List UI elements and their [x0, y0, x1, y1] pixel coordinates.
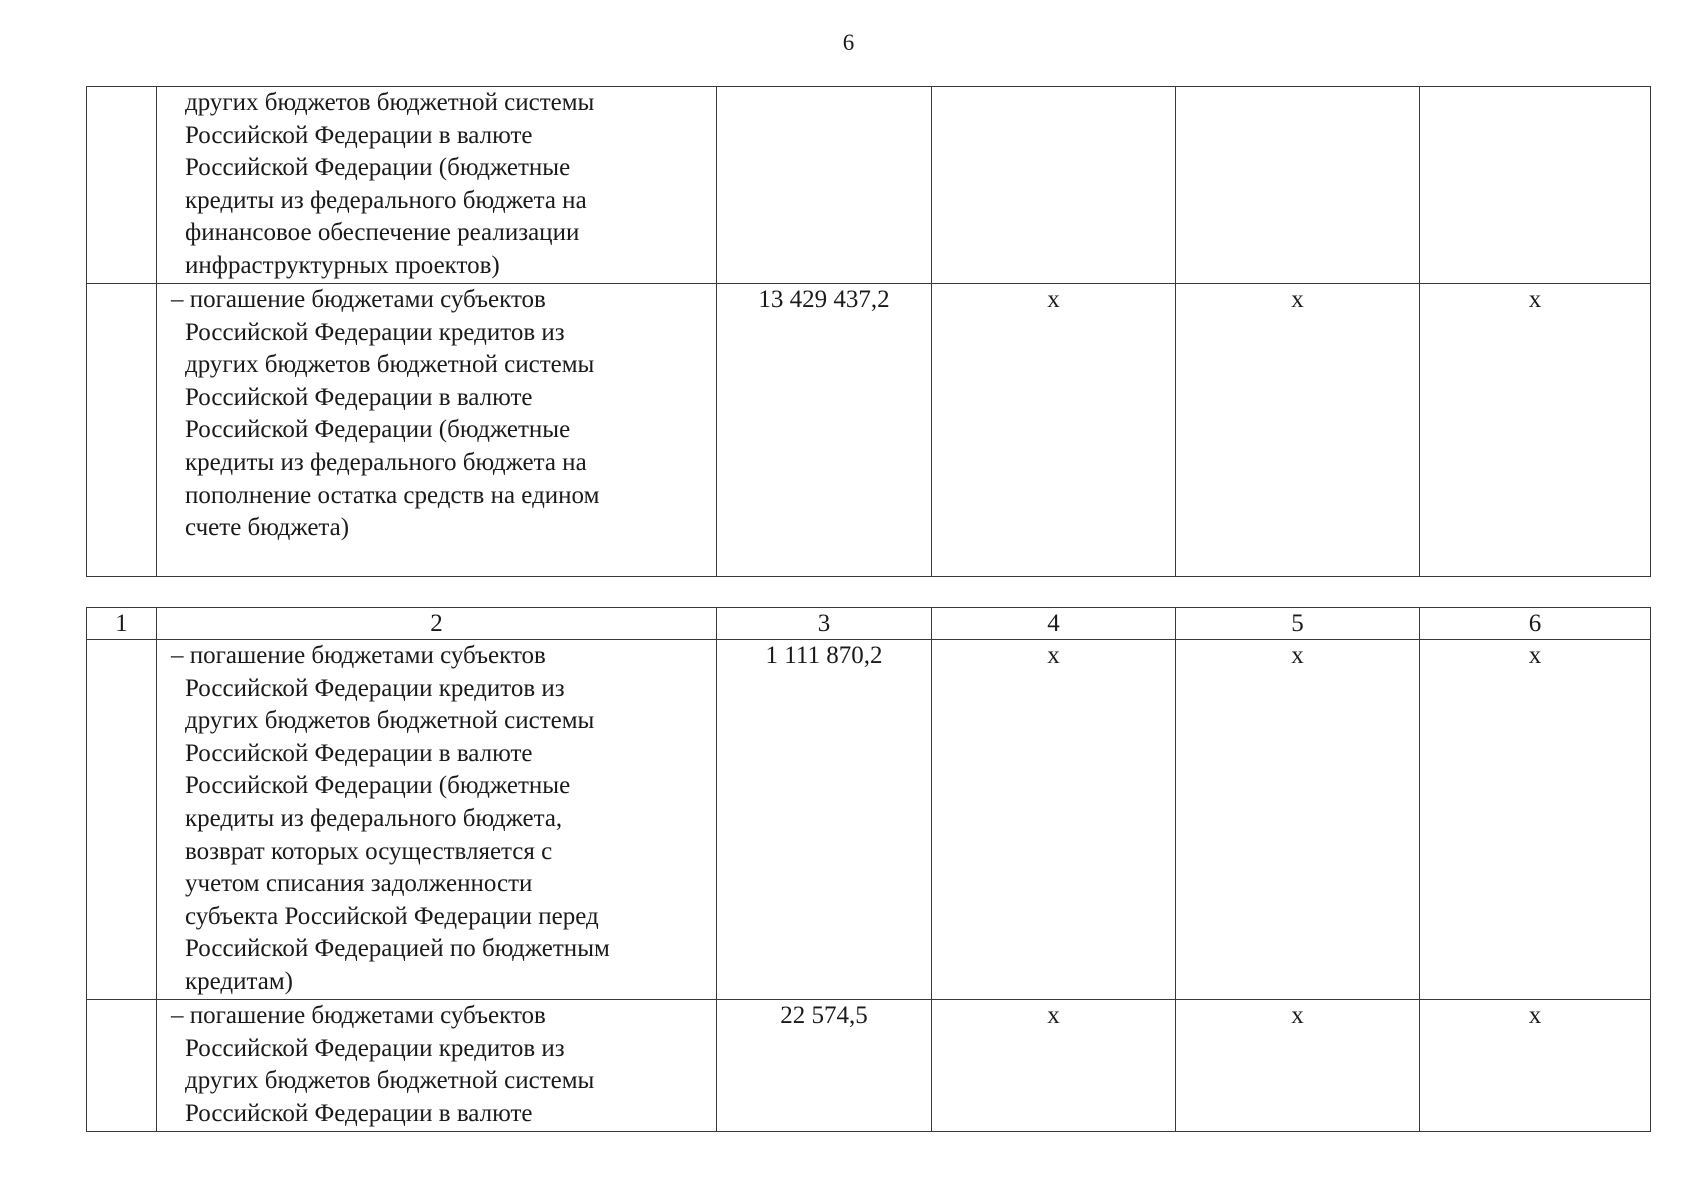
description-line: Российской Федерации (бюджетные [185, 154, 571, 182]
budget-table [86, 607, 1651, 1132]
row-index-cell [87, 87, 157, 284]
col5-cell: х [1176, 1000, 1420, 1132]
description-line: Российской Федерации кредитов из [185, 1034, 565, 1062]
amount-cell [717, 87, 932, 284]
description-line: – погашение бюджетами субъектов [171, 1002, 546, 1029]
table-row [87, 640, 1651, 1000]
description-line: Российской Федерации в валюте [185, 739, 533, 767]
description-line: других бюджетов бюджетной системы [185, 89, 595, 116]
description-line: кредиты из федерального бюджета, [185, 804, 563, 832]
col5-cell: х [1176, 284, 1420, 577]
description-line: других бюджетов бюджетной системы [185, 1067, 595, 1095]
page-number: 6 [842, 30, 855, 55]
row-index-cell [87, 640, 157, 1000]
description-line: – погашение бюджетами субъектов [171, 286, 546, 313]
col6-cell [1420, 87, 1651, 284]
amount-cell: 22 574,5 [717, 1000, 932, 1132]
column-number-header [87, 608, 1651, 640]
description-line: кредиты из федерального бюджета на [185, 448, 587, 476]
col6-cell: х [1420, 284, 1651, 577]
description-line: – погашение бюджетами субъектов [171, 642, 546, 669]
column-number: 4 [932, 608, 1176, 640]
col4-cell: х [932, 284, 1176, 577]
description-line: других бюджетов бюджетной системы [185, 707, 595, 735]
description-line: кредиты из федерального бюджета на [185, 186, 587, 214]
column-number: 3 [717, 608, 932, 640]
column-number: 2 [157, 608, 717, 640]
description-line: финансовое обеспечение реализации [185, 219, 580, 247]
description-line: возврат которых осуществляется с [185, 837, 553, 865]
column-number: 1 [87, 608, 157, 640]
description-line: Российской Федерации (бюджетные [185, 416, 571, 444]
col4-cell: х [932, 640, 1176, 1000]
description-line: учетом списания задолженности [185, 870, 533, 898]
table-row [87, 284, 1651, 577]
amount-cell: 1 111 870,2 [717, 640, 932, 1000]
description-line: Российской Федерации кредитов из [185, 674, 565, 702]
description-line: счете бюджета) [185, 514, 350, 542]
description-line: Российской Федерации в валюте [185, 121, 533, 149]
description-line: субъекта Российской Федерации перед [185, 902, 599, 930]
description-line: пополнение остатка средств на едином [185, 481, 600, 509]
column-number: 6 [1420, 608, 1651, 640]
description-line: Российской Федерации в валюте [185, 1099, 533, 1127]
description-line: Российской Федерацией по бюджетным [185, 935, 610, 963]
row-index-cell [87, 1000, 157, 1132]
col5-cell [1176, 87, 1420, 284]
description-cell [157, 1000, 717, 1132]
description-line: Российской Федерации кредитов из [185, 318, 565, 346]
description-line: Российской Федерации в валюте [185, 383, 533, 411]
description-cell [157, 87, 717, 284]
col4-cell: х [932, 1000, 1176, 1132]
description-cell [157, 640, 717, 1000]
description-cell [157, 284, 717, 577]
col5-cell: х [1176, 640, 1420, 1000]
budget-table-continuation [86, 86, 1651, 577]
description-line: Российской Федерации (бюджетные [185, 772, 571, 800]
column-number: 5 [1176, 608, 1420, 640]
col6-cell: х [1420, 1000, 1651, 1132]
col6-cell: х [1420, 640, 1651, 1000]
table-row [87, 87, 1651, 284]
amount-cell: 13 429 437,2 [717, 284, 932, 577]
description-line: кредитам) [185, 967, 293, 995]
description-line: инфраструктурных проектов) [185, 251, 500, 279]
row-index-cell [87, 284, 157, 577]
description-line: других бюджетов бюджетной системы [185, 351, 595, 379]
table-row [87, 1000, 1651, 1132]
col4-cell [932, 87, 1176, 284]
